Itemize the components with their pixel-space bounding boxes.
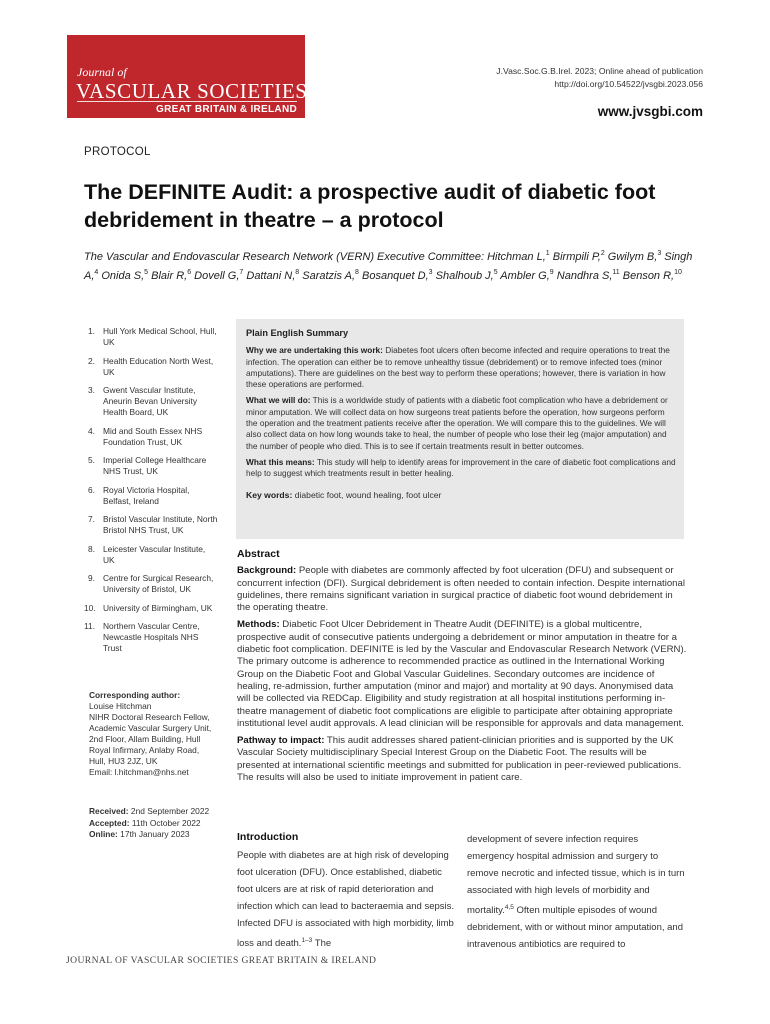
keywords [246,490,676,501]
citation-ref: 4,5 [504,904,514,911]
affiliation-text: University of Birmingham, UK [103,602,213,613]
abstract-paragraph [237,565,687,614]
paragraph-label: What this means: [246,456,315,467]
publication-dates [89,806,239,841]
intro-text-2b: Often multiple episodes of wound debridement, with or without minor amputation, and intravenous antibiotics are required to [467,905,683,950]
date-label: Accepted: [89,817,130,828]
affiliation-text: Bristol Vascular Institute, North Bristol NHS Trust, UK [103,514,218,535]
doi-link[interactable]: http://doi.org/10.54522/jvsgbi.2023.056 [554,79,703,89]
date-row [89,818,239,830]
logo-line-2: VASCULAR SOCIETIES [76,79,308,103]
affiliation-number: 7. [88,514,95,524]
paragraph-text: This audit addresses shared patient-clinician priorities and is supported by the UK Vascular Society multidisciplinary Special Interest Group on the Diabetic Foot. The results will be presented at international scientific meetings and submitted for publication in peer-reviewed publications. The results will also be used to initiate improvement in patient care. [237,735,682,784]
affiliation-text: Imperial College Healthcare NHS Trust, UK [103,455,207,476]
affiliation-item [84,485,219,507]
affiliation-ref: 7 [239,269,244,276]
affiliation-ref: 2 [600,250,605,257]
paragraph-text: Diabetes foot ulcers often become infected and require operations to treat the infection. The operation can either be to remove unhealthy tissue (debridement) or to remove infected toes (minor amputations). There are guidelines on the best way to perform these operations; however, there is variation in how these operations are performed. [246,345,670,390]
abstract-paragraph [237,735,687,784]
affiliation-item [84,426,219,448]
affiliation-number: 1. [88,326,95,336]
paragraph-label: Why we are undertaking this work: [246,345,383,356]
affiliation-list [84,326,219,662]
corresponding-email[interactable]: Email: l.hitchman@nhs.net [89,767,189,777]
paragraph-text: People with diabetes are commonly affected by foot ulceration (DFU) and subsequent or concurrent infection (DFI). Surgical debridement is often needed to contain infection. Despite international guidelines, there remains significant variation in surgical practice of diabetic foot wound debridement in the operating theatre. [237,565,685,614]
paragraph-text: This is a worldwide study of patients with a diabetic foot complication who have a debridement or minor amputation. We will collect data on how surgeons treat patients before the operation, how surgeons perform the operation and the treatment patients receive after the operation. We will compare this to the guidelines. We will also collect data on how long wounds take to heal, the number of people who lose their leg (major amputation) and the number of people who died. This is to see if certain treatments result in better outcomes. [246,395,668,451]
affiliation-item [84,326,219,348]
affiliation-number: 11. [84,621,96,631]
date-value: 17th January 2023 [117,829,190,839]
affiliation-number: 3. [88,385,95,395]
affiliation-text: Hull York Medical School, Hull, UK [103,326,217,347]
abstract-paragraph [237,619,687,730]
corresponding-line: Hull, HU3 2JZ, UK [89,756,158,766]
affiliation-ref: 9 [549,269,554,276]
corresponding-line: Academic Vascular Surgery Unit, [89,723,212,733]
date-label: Received: [89,806,129,816]
affiliation-text: Health Education North West, UK [103,355,214,377]
paragraph-label: Methods: [237,619,280,631]
author-name: Bosanquet D, [358,270,429,282]
affiliation-text: Leicester Vascular Institute, UK [103,543,206,565]
corresponding-details [89,701,229,778]
abstract [237,548,687,789]
date-row [89,806,239,818]
paragraph-label: What we will do: [246,395,311,406]
corresponding-line: NIHR Doctoral Research Fellow, [89,712,210,722]
logo-divider [77,101,297,102]
affiliation-ref: 8 [295,269,300,276]
summary-heading: Plain English Summary [246,328,349,338]
affiliation-number: 6. [88,484,95,495]
introduction-heading: Introduction [237,831,299,843]
affiliation-ref: 5 [144,269,149,276]
affiliation-number: 4. [88,425,95,436]
author-name: Benson R, [619,270,675,282]
affiliation-number: 9. [88,573,95,583]
affiliation-ref: 3 [428,269,433,276]
affiliation-ref: 10 [674,269,682,276]
corresponding-line: Royal Infirmary, Anlaby Road, [89,745,200,755]
affiliation-text: Centre for Surgical Research, University of Bristol, UK [103,573,214,594]
journal-logo [67,35,308,118]
author-name: Blair R, [148,270,188,282]
author-list [84,246,694,284]
affiliation-ref: 11 [612,269,620,276]
introduction-column-2 [467,831,687,953]
corresponding-author [89,690,229,778]
affiliation-item [84,356,219,378]
summary-paragraph [246,395,676,451]
author-name: Onida S, [98,270,145,282]
affiliation-ref: 8 [355,269,359,276]
introduction-column-1 [237,847,455,952]
affiliation-number: 2. [88,355,95,366]
abstract-body [237,565,687,784]
affiliation-ref: 3 [657,250,662,257]
affiliation-text: Gwent Vascular Institute, Aneurin Bevan University Health Board, UK [103,385,198,417]
affiliation-item [84,603,219,614]
abstract-heading: Abstract [237,548,280,560]
intro-text-1: People with diabetes are at high risk of developing foot ulceration (DFU). Once established, diabetic foot ulcers are at risk of rapid deterioration and infection which can lead to bacteraemia and sepsis. Infected DFU is associated with high morbidity, limb loss and death. [237,850,455,949]
corresponding-line: 2nd Floor, Allam Building, Hull [89,734,201,744]
corresponding-heading: Corresponding author: [89,690,181,700]
paragraph-text: This study will help to identify areas for improvement in the care of diabetic foot complications and help to suggest which treatments result in better healing. [246,456,676,479]
paragraph-label: Background: [237,565,297,577]
author-name: Shalhoub J, [432,270,494,282]
section-label: PROTOCOL [84,146,151,158]
affiliation-item [84,544,219,566]
affiliation-item [84,573,219,595]
summary-body [246,345,676,479]
corresponding-line: Louise Hitchman [89,701,152,711]
article-title: The DEFINITE Audit: a prospective audit of diabetic foot debridement in theatre – a protocol [84,180,656,232]
author-name: Dattani N, [243,270,296,282]
keywords-text: diabetic foot, wound healing, foot ulcer [292,489,442,500]
author-name: The Vascular and Endovascular Research Network (VERN) Executive Committee: Hitchman L, [84,251,546,263]
citation: J.Vasc.Soc.G.B.Irel. 2023; Online ahead of publication [496,66,703,76]
affiliation-text: Mid and South Essex NHS Foundation Trust, UK [103,425,203,447]
author-name: Dovell G, [191,270,240,282]
affiliation-number: 5. [88,455,95,465]
author-name: Gwilym B, [604,251,658,263]
date-value: 11th October 2022 [129,817,201,828]
affiliation-ref: 6 [187,269,192,276]
affiliation-text: Northern Vascular Centre, Newcastle Hospitals NHS Trust [103,621,200,653]
logo-line-3: GREAT BRITAIN & IRELAND [156,104,297,115]
affiliation-number: 8. [88,543,95,554]
logo-line-1: Journal of [77,65,127,79]
affiliation-item [84,455,219,477]
author-name: Birmpili P, [549,251,601,263]
affiliation-item [84,621,219,654]
keywords-label: Key words: [246,489,293,500]
citation-ref: 1–3 [301,937,313,944]
author-name: Singh A, [84,251,693,282]
date-row [89,829,239,841]
affiliation-ref: 5 [493,269,498,276]
affiliation-ref: 4 [94,269,99,276]
author-name: Saratzis A, [299,270,356,282]
intro-text-2a: development of severe infection requires emergency hospital admission and surgery to remove necrotic and infected tissue, which is in turn associated with high levels of morbidity and mortality. [467,834,685,916]
summary-paragraph [246,457,676,480]
author-name: Nandhra S, [553,270,613,282]
affiliation-ref: 1 [545,250,550,257]
affiliation-item [84,385,219,418]
affiliation-number: 10. [84,602,96,613]
date-label: Online: [89,829,118,839]
author-name: Ambler G, [497,270,550,282]
affiliation-text: Royal Victoria Hospital, Belfast, Ireland [103,484,190,506]
paragraph-label: Pathway to impact: [237,735,325,747]
paragraph-text: Diabetic Foot Ulcer Debridement in Theatre Audit (DEFINITE) is a global multicentre, prospective audit of consecutive patients undergoing a debridement or minor amputation in theatre for a diabetic foot complication. DEFINITE is led by the Vascular and Endovascular Research Network (VERN). The primary outcome is adherence to recommended practice as outlined in the International Working Group on the Diabetic Foot and Global Vascular Guidelines. Secondary outcomes are incidence of healing, re-admission, further amputation (minor and major) and mortality at 90 days. Anonymised data will be collected via REDCap. Eligibility and study registration at all hospital institutions performing in-theatre management of diabetic foot complications are eligible to participate after obtaining appropriate institutional level audit approvals. A lead clinician will be responsible for approvals and data management. [237,619,687,729]
journal-footer: JOURNAL OF VASCULAR SOCIETIES GREAT BRITAIN & IRELAND [66,955,377,966]
summary-paragraph [246,345,676,390]
website-link[interactable]: www.jvsgbi.com [597,104,703,119]
affiliation-item [84,514,219,536]
intro-text-1-end: The [312,938,332,949]
plain-english-summary [236,319,684,539]
date-value: 2nd September 2022 [128,806,210,816]
